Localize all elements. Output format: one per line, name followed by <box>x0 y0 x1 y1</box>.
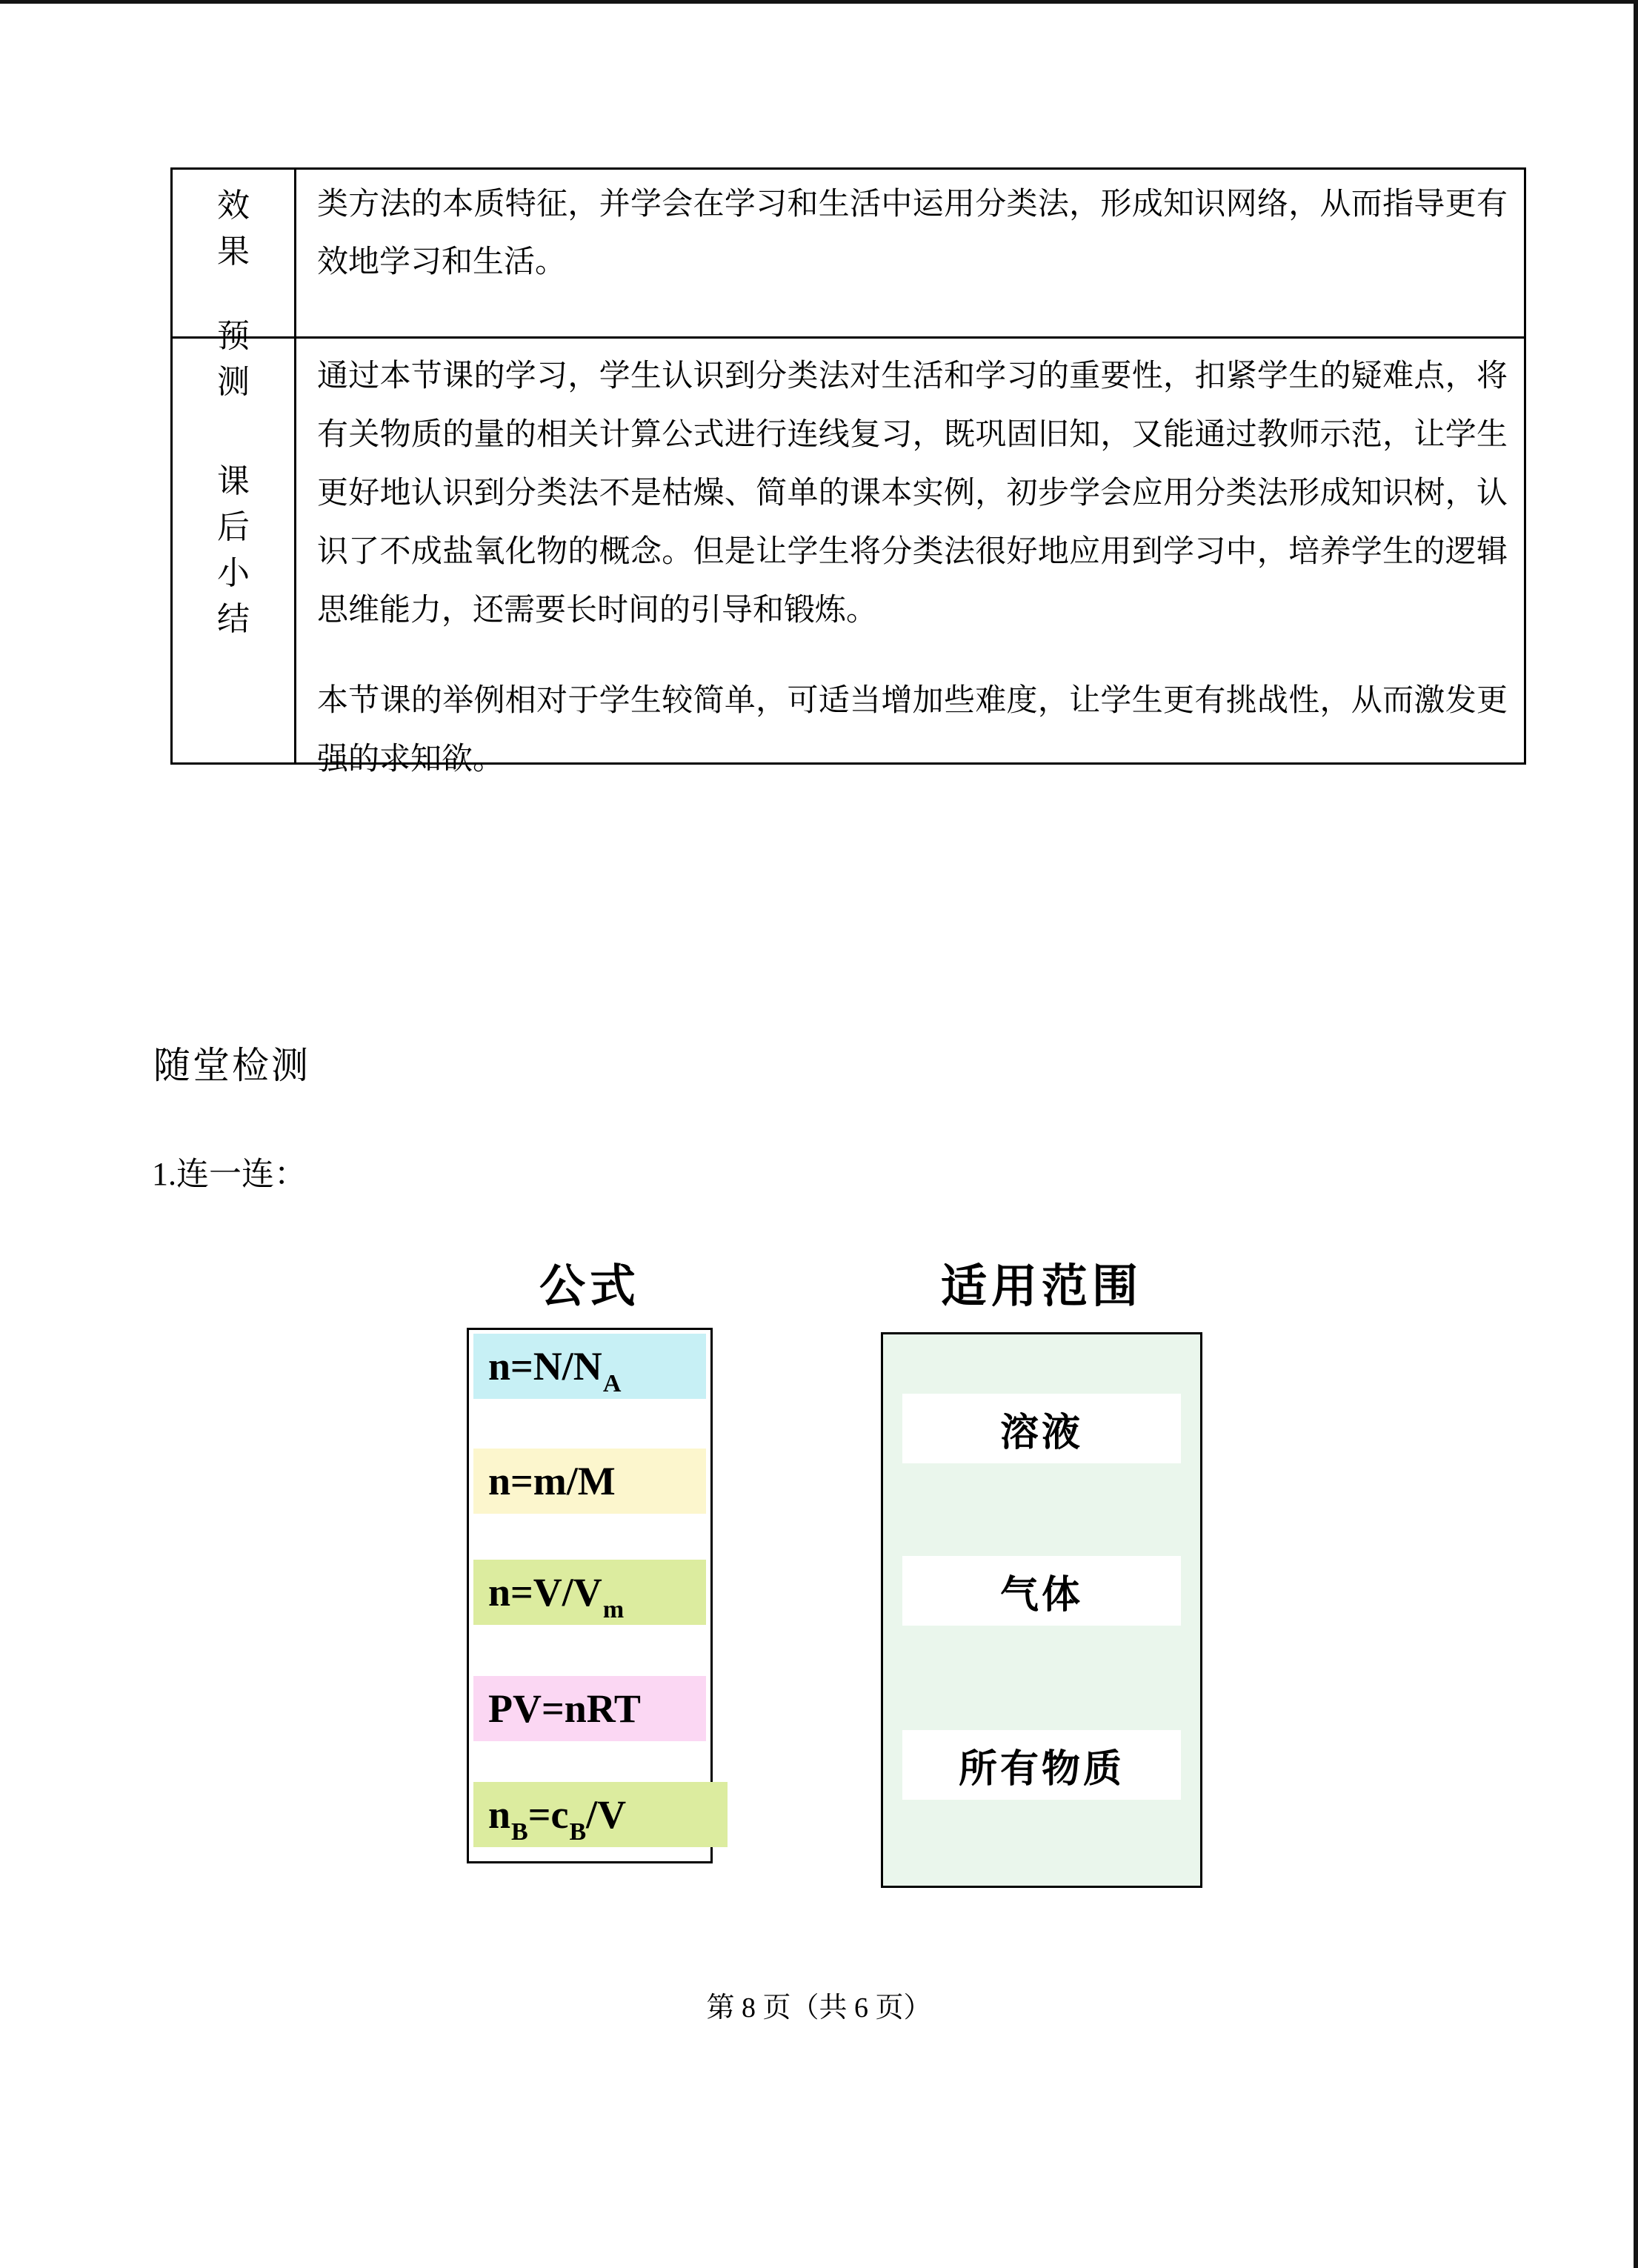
page-footer: 第 8 页（共 6 页） <box>706 1992 932 2023</box>
paragraph: 通过本节课的学习，学生认识到分类法对生活和学习的重要性，扣紧学生的疑难点，将有关物质的量的相关计算公式进行连线复习，既巩固旧知，又能通过教师示范，让学生更好地认识到分类法不是枯燥、简单的课本实例，初步学会应用分类法形成知识树，认识了不成盐氧化物的概念。但是让学生将分类法很好地应用到学习中，培养学生的逻辑思维能力，还需要长时间的引导和锻炼。 <box>317 359 1508 628</box>
formula-item <box>473 1676 706 1741</box>
label-line: 课后 <box>217 463 269 545</box>
quiz-section-heading: 随堂检测 <box>153 1045 310 1086</box>
scope-item <box>902 1556 1181 1626</box>
row-label <box>173 339 296 762</box>
formula-text: PV=nRT <box>488 1686 641 1731</box>
label-line: 小结 <box>217 555 269 637</box>
row-content <box>296 339 1524 776</box>
paragraph: 本节课的举例相对于学生较简单，可适当增加些难度，让学生更有挑战性，从而激发更强的求知欲。 <box>317 684 1508 776</box>
formula-text: n=m/M <box>488 1459 616 1503</box>
subscript: m <box>602 1596 625 1623</box>
scope-item-label: 气体 <box>999 1573 1083 1617</box>
formula-item <box>473 1560 706 1625</box>
formula-panel <box>467 1328 713 1863</box>
scope-column-title: 适用范围 <box>940 1261 1142 1312</box>
scope-panel <box>881 1332 1202 1888</box>
row-content <box>296 170 1524 336</box>
table-row <box>173 339 1524 776</box>
formula-item <box>473 1334 706 1399</box>
subscript: B <box>511 1818 528 1846</box>
page-right-edge <box>1634 0 1638 2268</box>
scope-item <box>902 1730 1181 1800</box>
formula-item <box>473 1449 706 1514</box>
quiz-question-label: 1.连一连： <box>152 1156 307 1192</box>
formula-text: $n_B=c_B/V$ <box>488 1792 627 1846</box>
scope-item-label: 溶液 <box>999 1411 1083 1454</box>
subscript: A <box>602 1370 622 1397</box>
table-row <box>173 170 1524 400</box>
scope-item-label: 所有物质 <box>958 1747 1125 1791</box>
row-label <box>173 170 296 400</box>
formula-text: $n=V/V_m$ <box>488 1570 625 1623</box>
paragraph: 类方法的本质特征，并学会在学习和生活中运用分类法，形成知识网络，从而指导更有效地学习和生活。 <box>317 187 1508 279</box>
subscript: B <box>569 1818 587 1846</box>
formula-column-title: 公式 <box>539 1262 640 1312</box>
scope-item <box>902 1394 1181 1463</box>
formula-text: $n=N/N_A$ <box>488 1344 622 1397</box>
label-line: 预测 <box>217 318 269 400</box>
formula-item <box>473 1782 728 1847</box>
summary-table <box>170 167 1526 776</box>
label-line: 效果 <box>217 187 269 270</box>
page-top-edge <box>0 0 1638 4</box>
